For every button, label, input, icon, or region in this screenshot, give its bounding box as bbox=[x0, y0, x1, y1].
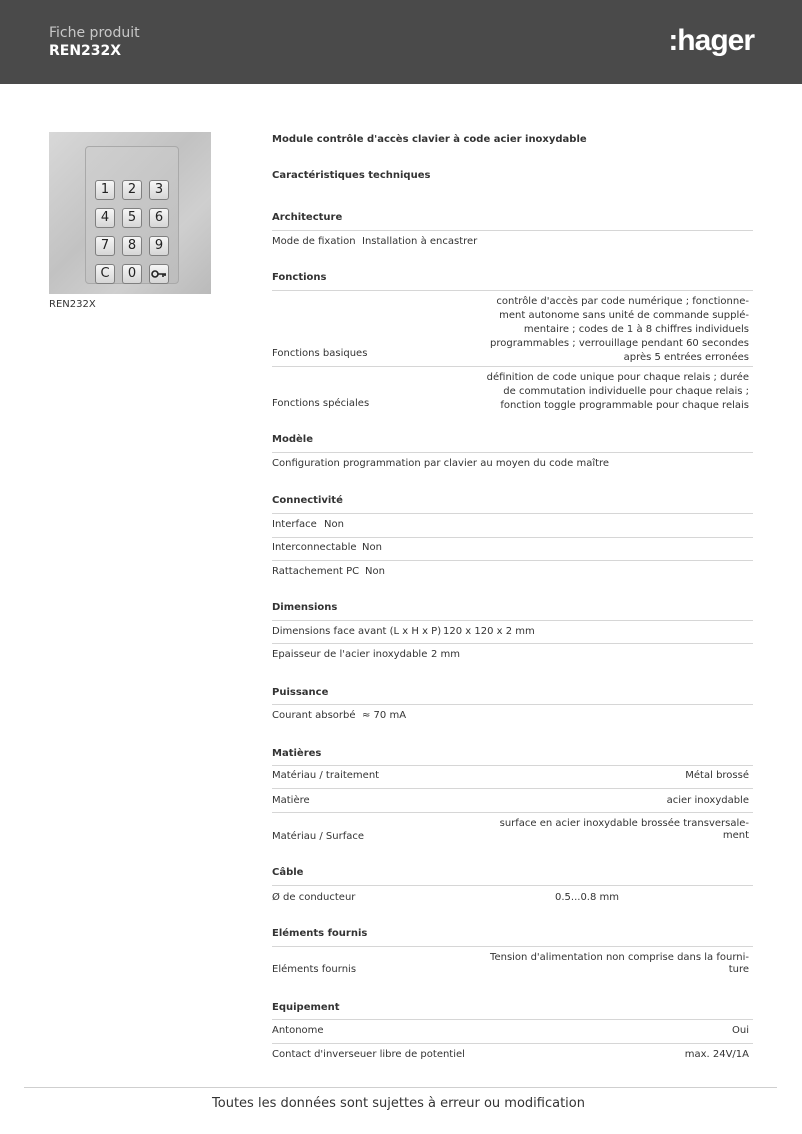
spec-label: Matériau / traitement bbox=[272, 770, 380, 781]
value-line: contrôle d'accès par code numérique ; fonctionne- bbox=[496, 296, 749, 307]
spec-label: Dimensions face avant (L x H x P) bbox=[272, 626, 442, 637]
divider bbox=[272, 812, 753, 813]
divider bbox=[272, 704, 753, 705]
keypad-key: 4 bbox=[95, 208, 115, 228]
spec-label: Mode de fixation bbox=[272, 236, 356, 247]
divider bbox=[272, 513, 753, 514]
product-reference: REN232X bbox=[49, 43, 122, 59]
spec-value: programmation par clavier au moyen du code maître bbox=[343, 458, 610, 469]
document-type: Fiche produit bbox=[49, 25, 140, 41]
spec-value-multiline bbox=[487, 372, 749, 412]
divider bbox=[272, 946, 753, 947]
section-heading: Modèle bbox=[272, 434, 313, 445]
spec-label: Ø de conducteur bbox=[272, 892, 356, 903]
value-line: programmables ; verrouillage pendant 60 secondes bbox=[490, 338, 749, 349]
keypad-key: 0 bbox=[122, 264, 142, 284]
spec-label: Interface bbox=[272, 519, 317, 530]
divider bbox=[272, 1019, 753, 1020]
key-icon bbox=[151, 269, 167, 279]
footer-disclaimer: Toutes les données sont sujettes à erreur ou modification bbox=[212, 1096, 585, 1111]
divider bbox=[272, 643, 753, 644]
spec-value-multiline bbox=[490, 952, 749, 976]
value-line: ture bbox=[728, 964, 749, 975]
section-heading: Fonctions bbox=[272, 272, 327, 283]
spec-value: Installation à encastrer bbox=[362, 236, 478, 247]
spec-label: Matériau / Surface bbox=[272, 831, 365, 842]
section-heading: Câble bbox=[272, 867, 304, 878]
keypad-key-symbol bbox=[149, 264, 169, 284]
divider bbox=[272, 885, 753, 886]
divider bbox=[272, 537, 753, 538]
divider bbox=[272, 1043, 753, 1044]
value-line: après 5 entrées erronées bbox=[623, 352, 749, 363]
value-line: ment bbox=[722, 830, 749, 841]
spec-label: Fonctions basiques bbox=[272, 348, 368, 359]
value-line: mentaire ; codes de 1 à 8 chiffres individuels bbox=[523, 324, 749, 335]
spec-label: Fonctions spéciales bbox=[272, 398, 370, 409]
keypad-key: 9 bbox=[149, 236, 169, 256]
spec-value: 0.5...0.8 mm bbox=[555, 892, 620, 903]
keypad-key: 5 bbox=[122, 208, 142, 228]
spec-value-multiline bbox=[490, 296, 749, 364]
spec-label: Courant absorbé bbox=[272, 710, 356, 721]
divider bbox=[272, 366, 753, 367]
spec-label: Interconnectable bbox=[272, 542, 357, 553]
divider bbox=[272, 290, 753, 291]
spec-label: Rattachement PC bbox=[272, 566, 360, 577]
section-heading: Equipement bbox=[272, 1002, 340, 1013]
section-subtitle: Caractéristiques techniques bbox=[272, 170, 431, 181]
section-heading: Architecture bbox=[272, 212, 343, 223]
image-caption: REN232X bbox=[49, 299, 96, 310]
spec-value: 120 x 120 x 2 mm bbox=[443, 626, 535, 637]
value-line: fonction toggle programmable pour chaque relais bbox=[500, 400, 749, 411]
section-heading: Matières bbox=[272, 748, 322, 759]
keypad-plate bbox=[85, 146, 179, 284]
value-line: ment autonome sans unité de commande supplé- bbox=[499, 310, 749, 321]
spec-label: Epaisseur de l'acier inoxydable bbox=[272, 649, 428, 660]
spec-label: Matière bbox=[272, 795, 310, 806]
spec-label: Contact d'inverseuer libre de potentiel bbox=[272, 1049, 465, 1060]
value-line: de commutation individuelle pour chaque relais ; bbox=[503, 386, 749, 397]
spec-value: max. 24V/1A bbox=[684, 1049, 749, 1060]
spec-value: 2 mm bbox=[431, 649, 461, 660]
divider bbox=[272, 560, 753, 561]
section-heading: Dimensions bbox=[272, 602, 338, 613]
section-heading: Puissance bbox=[272, 687, 329, 698]
divider bbox=[272, 620, 753, 621]
keypad-key: 3 bbox=[149, 180, 169, 200]
spec-value: acier inoxydable bbox=[666, 795, 749, 806]
spec-value: Non bbox=[324, 519, 344, 530]
spec-value: ≈ 70 mA bbox=[362, 710, 407, 721]
spec-value: Oui bbox=[732, 1025, 749, 1036]
spec-value: Métal brossé bbox=[685, 770, 749, 781]
divider bbox=[272, 230, 753, 231]
keypad-key: 6 bbox=[149, 208, 169, 228]
section-heading: Eléments fournis bbox=[272, 928, 368, 939]
product-image bbox=[49, 132, 211, 294]
keypad-key: 8 bbox=[122, 236, 142, 256]
divider bbox=[272, 788, 753, 789]
value-line: définition de code unique pour chaque relais ; durée bbox=[486, 372, 749, 383]
value-line: surface en acier inoxydable brossée transversale- bbox=[499, 818, 749, 829]
keypad-key: 7 bbox=[95, 236, 115, 256]
spec-label: Eléments fournis bbox=[272, 964, 357, 975]
keypad-key: C bbox=[95, 264, 115, 284]
footer-divider bbox=[24, 1087, 777, 1088]
spec-value: Non bbox=[362, 542, 382, 553]
divider bbox=[272, 765, 753, 766]
spec-value: Non bbox=[365, 566, 385, 577]
value-line: Tension d'alimentation non comprise dans la fourni- bbox=[490, 952, 749, 963]
page-header bbox=[0, 0, 802, 84]
spec-value-multiline bbox=[500, 818, 749, 842]
divider bbox=[272, 452, 753, 453]
spec-label: Antonome bbox=[272, 1025, 324, 1036]
keypad-key: 1 bbox=[95, 180, 115, 200]
hager-logo: :hager bbox=[668, 24, 754, 57]
product-title: Module contrôle d'accès clavier à code acier inoxydable bbox=[272, 134, 587, 145]
keypad-key: 2 bbox=[122, 180, 142, 200]
spec-label: Configuration bbox=[272, 458, 340, 469]
section-heading: Connectivité bbox=[272, 495, 343, 506]
